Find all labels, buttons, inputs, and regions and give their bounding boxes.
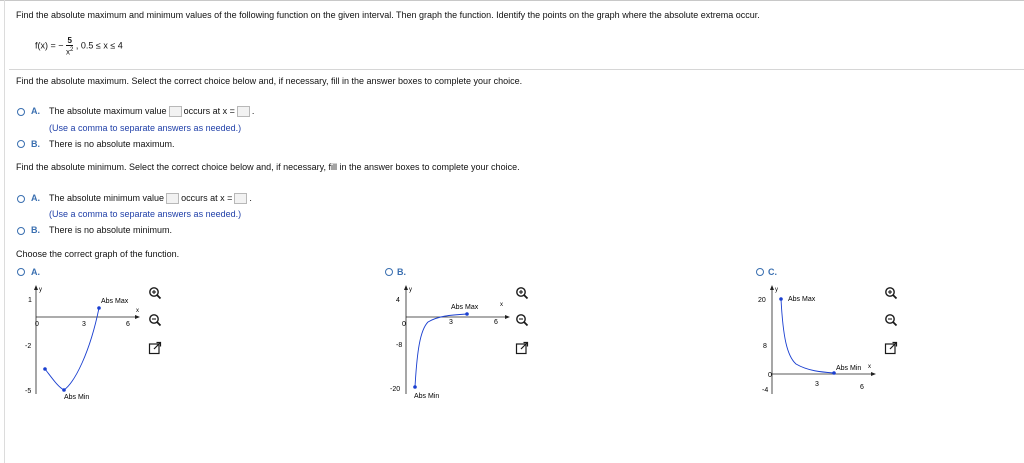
graph-c-x-arrow: [871, 372, 876, 376]
left-border: [4, 0, 5, 463]
max-option-b-text: There is no absolute maximum.: [49, 139, 175, 149]
graph-a-min-label: Abs Min: [64, 394, 90, 401]
graph-c-y-bot-tick: -4: [762, 387, 769, 394]
graph-c-radio[interactable]: [756, 268, 764, 276]
graph-prompt: Choose the correct graph of the function.: [16, 249, 180, 259]
section-divider: [9, 69, 1024, 70]
graph-b-y-arrow: [404, 285, 408, 290]
graph-c-y-mid-tick: 8: [763, 343, 767, 350]
top-border: [0, 0, 1024, 1]
graph-c-x-label: x: [868, 364, 871, 370]
graph-b-letter: B.: [397, 267, 406, 277]
min-value-input[interactable]: [166, 193, 179, 204]
function-interval: , 0.5 ≤ x ≤ 4: [75, 40, 123, 51]
min-prompt: Find the absolute minimum. Select the correct choice below and, if necessary, fill in the answer boxes to complete your choice.: [16, 162, 520, 172]
max-hint: (Use a comma to separate answers as needed.): [49, 123, 242, 133]
min-option-a-radio[interactable]: [17, 195, 25, 203]
graph-b-max-label: Abs Max: [451, 304, 479, 311]
graph-b-radio[interactable]: [385, 268, 393, 276]
graph-a-max-point: [97, 306, 101, 310]
min-option-b-text: There is no absolute minimum.: [49, 225, 173, 235]
graph-c-curve: [781, 299, 834, 373]
function-lhs: f(x) = −: [35, 40, 64, 51]
graph-a-y-bot-tick: -5: [25, 388, 32, 395]
max-option-a-label-2: occurs at x =: [183, 106, 235, 116]
function-expression: [35, 36, 123, 57]
denominator-base: x: [66, 47, 71, 57]
graph-a-x-label: x: [136, 308, 139, 314]
graph-b-x-label: x: [500, 302, 503, 308]
graph-b-y-top-tick: 4: [396, 297, 400, 304]
graph-a-y-mid-tick: -2: [25, 343, 32, 350]
graph-c-letter: C.: [768, 267, 777, 277]
zoom-out-icon[interactable]: [148, 313, 162, 327]
graph-a-y-top-tick: 1: [28, 297, 32, 304]
function-fraction: [66, 36, 73, 57]
open-new-window-icon[interactable]: [884, 341, 898, 355]
graph-b-x-right-tick: 6: [494, 319, 498, 326]
graph-c-x-right-tick: 6: [860, 384, 864, 391]
graph-c-max-point: [779, 297, 783, 301]
graph-c-max-label: Abs Max: [788, 296, 816, 303]
graph-b-y-bot-tick: -20: [390, 386, 401, 393]
graph-a-y-label: y: [39, 287, 42, 293]
max-option-b-radio[interactable]: [17, 140, 25, 148]
min-x-input[interactable]: [234, 193, 247, 204]
zoom-in-icon[interactable]: [515, 286, 529, 300]
question-prompt: Find the absolute maximum and minimum values of the following function on the given interval. Then graph the function. Identify the points on the graph where the absolute extrema occur.: [16, 10, 760, 20]
graph-c[interactable]: [756, 282, 886, 407]
graph-a-x-zero-tick: 0: [35, 321, 39, 328]
max-prompt: Find the absolute maximum. Select the correct choice below and, if necessary, fill in the answer boxes to complete your choice.: [16, 76, 523, 86]
zoom-in-icon[interactable]: [884, 286, 898, 300]
graph-a-start-point: [43, 367, 47, 371]
graph-a-radio[interactable]: [17, 268, 25, 276]
max-option-a-text: The absolute maximum value occurs at x = .: [49, 106, 255, 116]
graph-c-x-zero-tick: 0: [768, 372, 772, 379]
fraction-denominator: [66, 46, 73, 57]
graph-c-x-mid-tick: 3: [815, 381, 819, 388]
graph-b-min-point: [413, 385, 417, 389]
min-option-a-text: The absolute minimum value occurs at x = .: [49, 193, 252, 203]
max-x-input[interactable]: [237, 106, 250, 117]
graph-b-min-label: Abs Min: [414, 393, 440, 400]
min-option-a-letter: A.: [31, 193, 40, 203]
graph-a-x-mid-tick: 3: [82, 321, 86, 328]
graph-a-y-arrow: [34, 285, 38, 290]
min-option-b-radio[interactable]: [17, 227, 25, 235]
graph-b[interactable]: [390, 282, 520, 407]
graph-b-x-arrow: [505, 315, 510, 319]
graph-b-max-point: [465, 312, 469, 316]
min-option-a-label-2: occurs at x =: [181, 193, 233, 203]
graph-c-min-label: Abs Min: [836, 365, 862, 372]
graph-a-letter: A.: [31, 267, 40, 277]
max-option-b-letter: B.: [31, 139, 40, 149]
denominator-exponent: 2: [70, 47, 74, 53]
max-option-a-radio[interactable]: [17, 108, 25, 116]
min-hint: (Use a comma to separate answers as needed.): [49, 209, 242, 219]
min-option-a-label: The absolute minimum value: [49, 193, 165, 203]
max-option-a-letter: A.: [31, 106, 40, 116]
graph-a-x-arrow: [135, 315, 140, 319]
max-value-input[interactable]: [169, 106, 182, 117]
open-new-window-icon[interactable]: [515, 341, 529, 355]
graph-a-curve: [45, 308, 99, 390]
open-new-window-icon[interactable]: [148, 341, 162, 355]
zoom-in-icon[interactable]: [148, 286, 162, 300]
max-option-a-label: The absolute maximum value: [49, 106, 167, 116]
graph-a-x-right-tick: 6: [126, 321, 130, 328]
fraction-numerator: 5: [67, 36, 72, 45]
graph-b-curve: [415, 314, 467, 387]
graph-b-x-mid-tick: 3: [449, 319, 453, 326]
graph-c-y-top-tick: 20: [758, 297, 766, 304]
min-option-b-letter: B.: [31, 225, 40, 235]
graph-b-x-zero-tick: 0: [402, 321, 406, 328]
graph-c-y-label: y: [775, 287, 778, 293]
zoom-out-icon[interactable]: [515, 313, 529, 327]
graph-b-y-label: y: [409, 287, 412, 293]
graph-a-max-label: Abs Max: [101, 298, 129, 305]
graph-b-y-mid-tick: -8: [396, 342, 403, 349]
zoom-out-icon[interactable]: [884, 313, 898, 327]
graph-c-y-arrow: [770, 285, 774, 290]
graph-a-min-point: [62, 388, 66, 392]
